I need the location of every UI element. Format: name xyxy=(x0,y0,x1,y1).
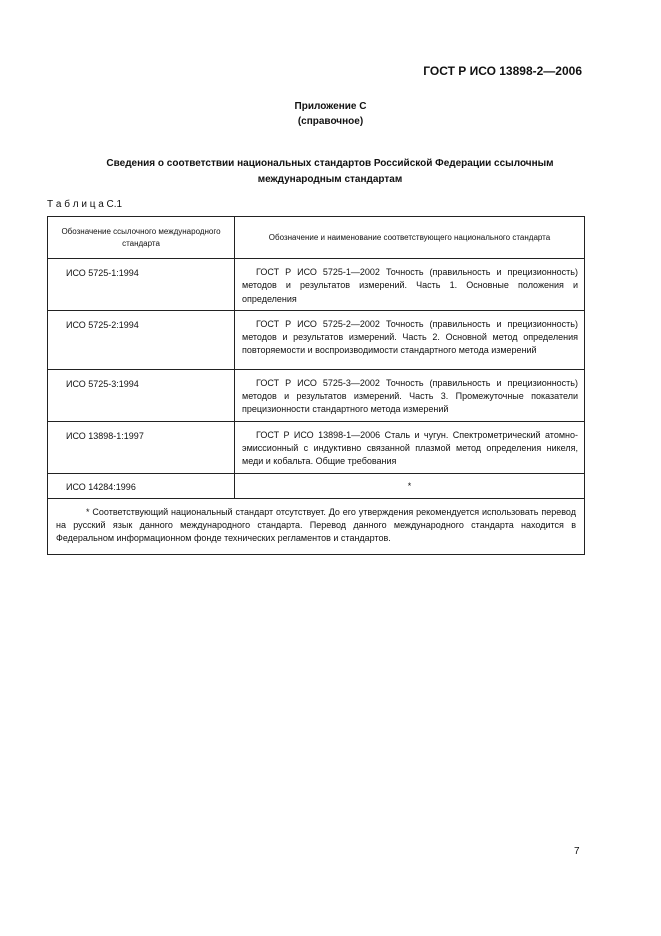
section-title xyxy=(60,156,600,188)
appendix-subtitle: (справочное) xyxy=(297,116,364,127)
table-label: Т а б л и ц а С.1 xyxy=(47,199,123,210)
national-standard-text: ГОСТ Р ИСО 5725-2—2002 Точность (правильность и прецизионность) методов и результатов измерений. Часть 2. Основной метод определения повторяемости и воспроизводимости стандартного метода измерений xyxy=(242,318,578,356)
national-standard-text: ГОСТ Р ИСО 13898-1—2006 Сталь и чугун. Спектрометрический атомно-эмиссионный с индуктивно связанной плазмой метод определения никеля, меди и кобальта. Общие требования xyxy=(242,429,578,467)
intl-standard-cell: ИСО 5725-2:1994 xyxy=(48,310,235,369)
intl-standard-cell: ИСО 5725-1:1994 xyxy=(48,259,235,311)
table-row xyxy=(48,259,585,311)
national-standard-text: ГОСТ Р ИСО 5725-1—2002 Точность (правильность и прецизионность) методов и результатов измерений. Часть 1. Основные положения и определения xyxy=(242,267,578,304)
section-title-line-2: международным стандартам xyxy=(257,174,403,185)
header-national: Обозначение и наименование соответствующего национального стандарта xyxy=(235,217,585,259)
page-number: 7 xyxy=(574,846,580,857)
standards-table xyxy=(47,216,585,555)
table-row xyxy=(48,310,585,369)
national-standard-cell xyxy=(235,421,585,473)
national-standard-cell: * xyxy=(235,473,585,498)
table-footnote xyxy=(48,498,585,554)
national-standard-text: ГОСТ Р ИСО 5725-3—2002 Точность (правильность и прецизионность) методов и результатов измерений. Часть 3. Промежуточные показатели прецизионности стандартного метода измерений xyxy=(242,377,578,415)
footnote-text: * Соответствующий национальный стандарт отсутствует. До его утверждения рекомендуется использовать перевод на русский язык данного международного стандарта. Перевод данного международного стандарта находится в Федеральном информационном фонде технических регламентов и стандартов. xyxy=(56,506,576,544)
document-code: ГОСТ Р ИСО 13898-2—2006 xyxy=(423,64,582,78)
national-standard-cell xyxy=(235,310,585,369)
national-standard-cell xyxy=(235,369,585,421)
section-title-line-1: Сведения о соответствии национальных стандартов Российской Федерации ссылочным xyxy=(106,158,554,169)
intl-standard-cell: ИСО 5725-3:1994 xyxy=(48,369,235,421)
table-header-row xyxy=(48,217,585,259)
table-footnote-row xyxy=(48,498,585,554)
table-row xyxy=(48,473,585,498)
table-row xyxy=(48,369,585,421)
appendix-title: Приложение С xyxy=(294,101,367,112)
appendix-heading xyxy=(0,99,661,129)
header-international: Обозначение ссылочного международного стандарта xyxy=(48,217,235,259)
table-row xyxy=(48,421,585,473)
national-standard-cell xyxy=(235,259,585,311)
intl-standard-cell: ИСО 13898-1:1997 xyxy=(48,421,235,473)
intl-standard-cell: ИСО 14284:1996 xyxy=(48,473,235,498)
